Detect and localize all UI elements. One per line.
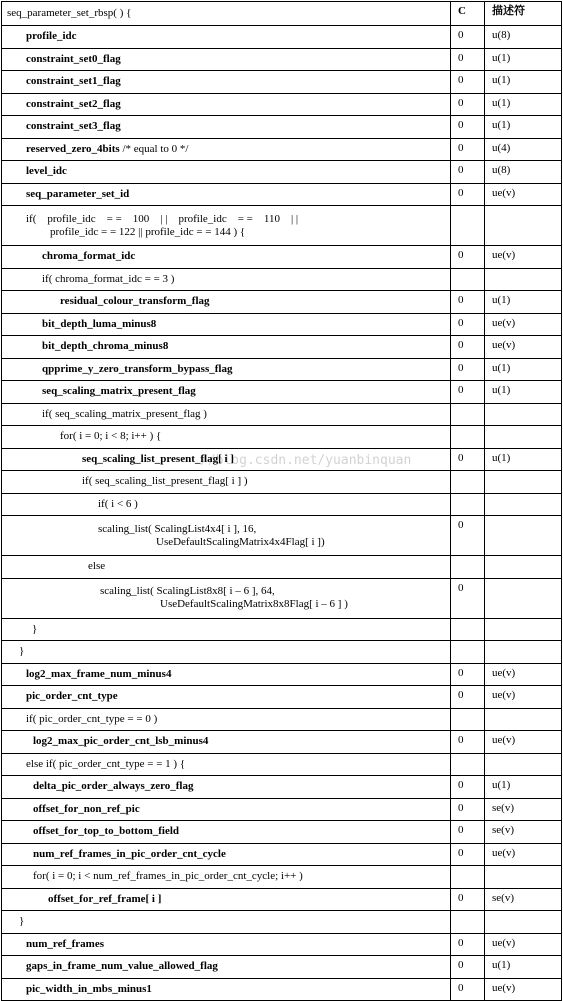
syntax-cell: num_ref_frames_in_pic_order_cnt_cycle bbox=[2, 843, 451, 866]
table-row bbox=[2, 183, 562, 206]
category-cell: 0 bbox=[451, 843, 485, 866]
descriptor-cell bbox=[485, 493, 562, 516]
table-row bbox=[2, 268, 562, 291]
table-row bbox=[2, 336, 562, 359]
syntax-cell: level_idc bbox=[2, 161, 451, 184]
table-row bbox=[2, 866, 562, 889]
descriptor-cell: ue(v) bbox=[485, 731, 562, 754]
descriptor-cell: ue(v) bbox=[485, 663, 562, 686]
descriptor-cell: ue(v) bbox=[485, 933, 562, 956]
descriptor-cell: u(1) bbox=[485, 116, 562, 139]
syntax-cell: bit_depth_luma_minus8 bbox=[2, 313, 451, 336]
syntax-cell: offset_for_ref_frame[ i ] bbox=[2, 888, 451, 911]
call-line-1: scaling_list( ScalingList8x8[ i – 6 ], 64, bbox=[100, 585, 275, 597]
syntax-table bbox=[1, 1, 562, 1001]
table-row bbox=[2, 618, 562, 641]
table-row bbox=[2, 426, 562, 449]
syntax-cell bbox=[2, 516, 451, 556]
call-line-2: UseDefaultScalingMatrix4x4Flag[ i ]) bbox=[156, 535, 325, 548]
descriptor-cell bbox=[485, 753, 562, 776]
category-cell bbox=[451, 641, 485, 664]
table-row bbox=[2, 403, 562, 426]
syntax-cell: residual_colour_transform_flag bbox=[2, 291, 451, 314]
descriptor-cell bbox=[485, 556, 562, 579]
table-row bbox=[2, 448, 562, 471]
category-cell bbox=[451, 556, 485, 579]
descriptor-cell bbox=[485, 426, 562, 449]
syntax-cell: for( i = 0; i < 8; i++ ) { bbox=[2, 426, 451, 449]
syntax-element-name: reserved_zero_4bits bbox=[26, 142, 120, 155]
descriptor-cell: ue(v) bbox=[485, 686, 562, 709]
table-row bbox=[2, 686, 562, 709]
table-row bbox=[2, 556, 562, 579]
table-row bbox=[2, 776, 562, 799]
category-cell bbox=[451, 618, 485, 641]
syntax-cell: seq_scaling_list_present_flag[ i ] bbox=[2, 448, 451, 471]
descriptor-cell bbox=[485, 641, 562, 664]
syntax-cell bbox=[2, 206, 451, 246]
condition-line-2: profile_idc = = 122 || profile_idc = = 144 ) { bbox=[50, 225, 246, 238]
syntax-cell: else bbox=[2, 556, 451, 579]
table-row bbox=[2, 911, 562, 934]
syntax-cell bbox=[2, 578, 451, 618]
table-row bbox=[2, 933, 562, 956]
category-cell: 0 bbox=[451, 138, 485, 161]
descriptor-cell: u(1) bbox=[485, 71, 562, 94]
syntax-cell: offset_for_top_to_bottom_field bbox=[2, 821, 451, 844]
syntax-cell: constraint_set3_flag bbox=[2, 116, 451, 139]
table-row bbox=[2, 138, 562, 161]
syntax-cell: if( chroma_format_idc = = 3 ) bbox=[2, 268, 451, 291]
descriptor-cell bbox=[485, 618, 562, 641]
descriptor-cell bbox=[485, 268, 562, 291]
category-cell: 0 bbox=[451, 313, 485, 336]
descriptor-cell: u(1) bbox=[485, 381, 562, 404]
category-cell: 0 bbox=[451, 731, 485, 754]
syntax-cell: log2_max_pic_order_cnt_lsb_minus4 bbox=[2, 731, 451, 754]
category-cell: 0 bbox=[451, 381, 485, 404]
descriptor-cell: u(1) bbox=[485, 448, 562, 471]
category-cell bbox=[451, 493, 485, 516]
table-row bbox=[2, 978, 562, 1001]
table-row bbox=[2, 956, 562, 979]
syntax-cell: seq_scaling_matrix_present_flag bbox=[2, 381, 451, 404]
category-header: C bbox=[451, 2, 485, 26]
table-row bbox=[2, 291, 562, 314]
category-cell: 0 bbox=[451, 888, 485, 911]
syntax-cell: } bbox=[2, 641, 451, 664]
descriptor-cell: u(1) bbox=[485, 291, 562, 314]
syntax-cell: if( seq_scaling_list_present_flag[ i ] ) bbox=[2, 471, 451, 494]
descriptor-cell: u(1) bbox=[485, 48, 562, 71]
syntax-cell: for( i = 0; i < num_ref_frames_in_pic_order_cnt_cycle; i++ ) bbox=[2, 866, 451, 889]
category-cell: 0 bbox=[451, 686, 485, 709]
table-row bbox=[2, 798, 562, 821]
category-cell: 0 bbox=[451, 933, 485, 956]
table-row bbox=[2, 663, 562, 686]
category-cell bbox=[451, 911, 485, 934]
category-cell: 0 bbox=[451, 336, 485, 359]
syntax-cell: pic_order_cnt_type bbox=[2, 686, 451, 709]
syntax-cell: seq_parameter_set_id bbox=[2, 183, 451, 206]
category-cell: 0 bbox=[451, 663, 485, 686]
descriptor-cell bbox=[485, 866, 562, 889]
category-cell: 0 bbox=[451, 821, 485, 844]
syntax-cell: } bbox=[2, 618, 451, 641]
descriptor-cell: ue(v) bbox=[485, 978, 562, 1001]
category-cell bbox=[451, 426, 485, 449]
table-row bbox=[2, 381, 562, 404]
syntax-cell: constraint_set2_flag bbox=[2, 93, 451, 116]
syntax-cell: qpprime_y_zero_transform_bypass_flag bbox=[2, 358, 451, 381]
syntax-cell: constraint_set0_flag bbox=[2, 48, 451, 71]
category-cell: 0 bbox=[451, 516, 485, 556]
syntax-cell: bit_depth_chroma_minus8 bbox=[2, 336, 451, 359]
syntax-cell: constraint_set1_flag bbox=[2, 71, 451, 94]
descriptor-cell bbox=[485, 708, 562, 731]
syntax-cell: if( seq_scaling_matrix_present_flag ) bbox=[2, 403, 451, 426]
table-row bbox=[2, 821, 562, 844]
table-row bbox=[2, 731, 562, 754]
category-cell: 0 bbox=[451, 358, 485, 381]
category-cell bbox=[451, 268, 485, 291]
category-cell: 0 bbox=[451, 448, 485, 471]
call-line-2: UseDefaultScalingMatrix8x8Flag[ i – 6 ] ) bbox=[160, 598, 348, 610]
syntax-cell: profile_idc bbox=[2, 26, 451, 49]
descriptor-cell: u(8) bbox=[485, 161, 562, 184]
descriptor-header: 描述符 bbox=[485, 2, 562, 26]
descriptor-cell: ue(v) bbox=[485, 843, 562, 866]
table-row bbox=[2, 358, 562, 381]
category-cell: 0 bbox=[451, 93, 485, 116]
descriptor-cell: ue(v) bbox=[485, 246, 562, 269]
syntax-cell: } bbox=[2, 911, 451, 934]
table-row bbox=[2, 641, 562, 664]
category-cell bbox=[451, 471, 485, 494]
descriptor-cell: u(1) bbox=[485, 358, 562, 381]
syntax-cell: offset_for_non_ref_pic bbox=[2, 798, 451, 821]
descriptor-cell: ue(v) bbox=[485, 313, 562, 336]
syntax-cell: else if( pic_order_cnt_type = = 1 ) { bbox=[2, 753, 451, 776]
syntax-cell: if( i < 6 ) bbox=[2, 493, 451, 516]
watermark: //blog.csdn.net/yuanbinquan bbox=[200, 453, 412, 468]
category-cell: 0 bbox=[451, 116, 485, 139]
table-row bbox=[2, 26, 562, 49]
syntax-cell: pic_width_in_mbs_minus1 bbox=[2, 978, 451, 1001]
category-cell: 0 bbox=[451, 48, 485, 71]
category-cell: 0 bbox=[451, 776, 485, 799]
table-row bbox=[2, 753, 562, 776]
descriptor-cell bbox=[485, 206, 562, 246]
syntax-comment: /* equal to 0 */ bbox=[119, 142, 189, 155]
syntax-cell: log2_max_frame_num_minus4 bbox=[2, 663, 451, 686]
table-row bbox=[2, 116, 562, 139]
table-row bbox=[2, 48, 562, 71]
category-cell: 0 bbox=[451, 956, 485, 979]
descriptor-cell: u(1) bbox=[485, 956, 562, 979]
descriptor-cell: u(4) bbox=[485, 138, 562, 161]
table-row bbox=[2, 313, 562, 336]
category-cell: 0 bbox=[451, 798, 485, 821]
table-row bbox=[2, 888, 562, 911]
syntax-cell bbox=[2, 138, 451, 161]
syntax-cell: num_ref_frames bbox=[2, 933, 451, 956]
category-cell bbox=[451, 753, 485, 776]
table-row bbox=[2, 493, 562, 516]
category-cell: 0 bbox=[451, 291, 485, 314]
syntax-cell: gaps_in_frame_num_value_allowed_flag bbox=[2, 956, 451, 979]
table-header-row bbox=[2, 2, 562, 26]
category-cell bbox=[451, 866, 485, 889]
category-cell bbox=[451, 206, 485, 246]
table-row bbox=[2, 708, 562, 731]
condition-line-1: if( profile_idc = = 100 | | profile_idc = = 110 | | bbox=[26, 212, 299, 225]
table-row bbox=[2, 206, 562, 246]
table-row bbox=[2, 516, 562, 556]
descriptor-cell: u(8) bbox=[485, 26, 562, 49]
category-cell: 0 bbox=[451, 246, 485, 269]
category-cell: 0 bbox=[451, 978, 485, 1001]
syntax-header: seq_parameter_set_rbsp( ) { bbox=[2, 2, 451, 26]
category-cell: 0 bbox=[451, 71, 485, 94]
descriptor-cell bbox=[485, 471, 562, 494]
descriptor-cell bbox=[485, 911, 562, 934]
table-row bbox=[2, 843, 562, 866]
table-row bbox=[2, 71, 562, 94]
syntax-cell: chroma_format_idc bbox=[2, 246, 451, 269]
syntax-cell: if( pic_order_cnt_type = = 0 ) bbox=[2, 708, 451, 731]
category-cell: 0 bbox=[451, 26, 485, 49]
descriptor-cell: se(v) bbox=[485, 798, 562, 821]
syntax-cell: delta_pic_order_always_zero_flag bbox=[2, 776, 451, 799]
descriptor-cell bbox=[485, 516, 562, 556]
table-row bbox=[2, 246, 562, 269]
table-row bbox=[2, 471, 562, 494]
descriptor-cell: u(1) bbox=[485, 776, 562, 799]
table-row bbox=[2, 578, 562, 618]
descriptor-cell: se(v) bbox=[485, 888, 562, 911]
category-cell bbox=[451, 403, 485, 426]
table-row bbox=[2, 93, 562, 116]
descriptor-cell bbox=[485, 578, 562, 618]
descriptor-cell: se(v) bbox=[485, 821, 562, 844]
descriptor-cell: ue(v) bbox=[485, 183, 562, 206]
descriptor-cell: ue(v) bbox=[485, 336, 562, 359]
category-cell: 0 bbox=[451, 183, 485, 206]
call-line-1: scaling_list( ScalingList4x4[ i ], 16, bbox=[98, 522, 257, 535]
category-cell bbox=[451, 708, 485, 731]
category-cell: 0 bbox=[451, 578, 485, 618]
table-row bbox=[2, 161, 562, 184]
descriptor-cell: u(1) bbox=[485, 93, 562, 116]
descriptor-cell bbox=[485, 403, 562, 426]
category-cell: 0 bbox=[451, 161, 485, 184]
